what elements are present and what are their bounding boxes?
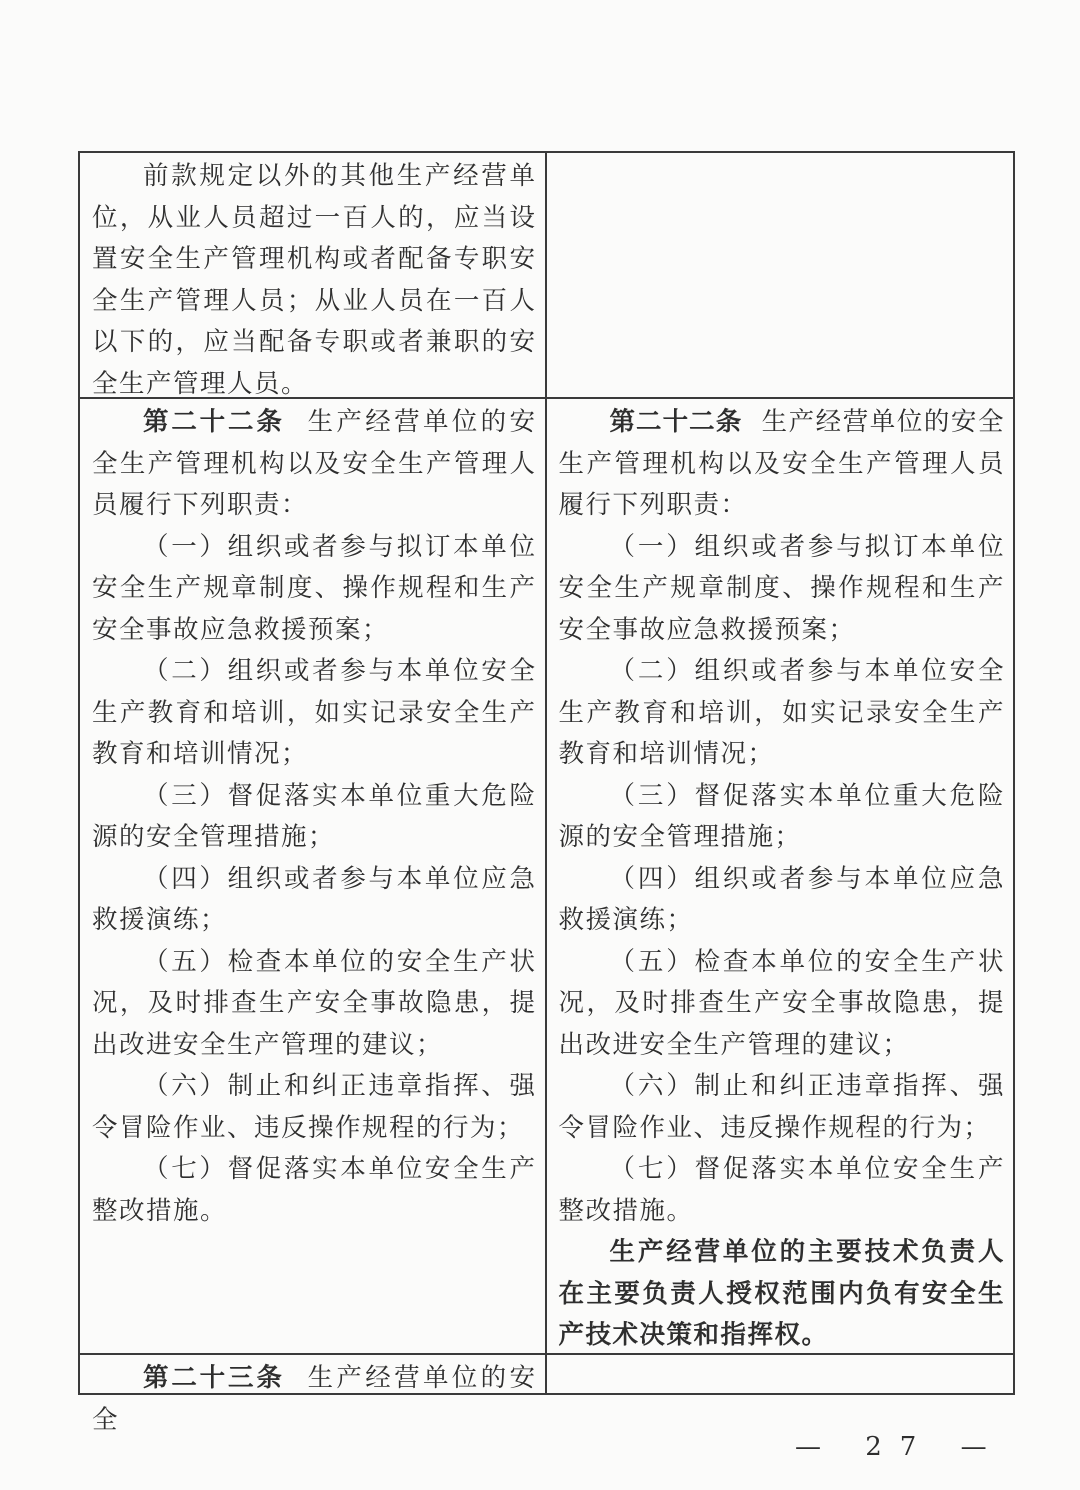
list-item: （七）督促落实本单位安全生产整改措施。 (92, 1154, 537, 1226)
table-row (80, 153, 1013, 397)
table-cell-right (547, 399, 1014, 1353)
list-item: （三）督促落实本单位重大危险源的安全管理措施； (92, 780, 537, 852)
article-intro: 生产经营单位的安全生产管理机构以及安全生产管理人员履行下列职责： (92, 407, 537, 520)
list-item: （六）制止和纠正违章指挥、强令冒险作业、违反操作规程的行为； (558, 1071, 1005, 1143)
page-number: — 27 — (795, 1432, 1005, 1462)
list-item: （六）制止和纠正违章指挥、强令冒险作业、违反操作规程的行为； (92, 1071, 537, 1143)
table-row (80, 397, 1013, 1353)
table-cell-left (80, 399, 547, 1353)
article-paragraph (92, 402, 537, 527)
article-paragraph (92, 1358, 537, 1441)
list-item: （四）组织或者参与本单位应急救援演练； (92, 863, 537, 935)
article-title: 第二十二条 (143, 407, 285, 437)
article-paragraph (559, 402, 1006, 527)
list-item: （三）督促落实本单位重大危险源的安全管理措施； (558, 780, 1005, 852)
list-item: （二）组织或者参与本单位安全生产教育和培训，如实记录安全生产教育和培训情况； (558, 656, 1005, 769)
list-item: （五）检查本单位的安全生产状况，及时排查生产安全事故隐患，提出改进安全生产管理的建议； (92, 946, 537, 1060)
table-cell-left (80, 153, 547, 397)
list-item: （七）督促落实本单位安全生产整改措施。 (558, 1154, 1005, 1226)
added-paragraph: 生产经营单位的主要技术负责人在主要负责人授权范围内负有安全生产技术决策和指挥权。 (558, 1237, 1005, 1350)
list-item: （五）检查本单位的安全生产状况，及时排查生产安全事故隐患，提出改进安全生产管理的建议； (558, 946, 1005, 1060)
comparison-table (78, 151, 1015, 1435)
table-cell-right (547, 1355, 1014, 1393)
table-cell-left (80, 1355, 547, 1435)
list-item: （一）组织或者参与拟订本单位安全生产规章制度、操作规程和生产安全事故应急救援预案； (92, 531, 537, 645)
list-item: （一）组织或者参与拟订本单位安全生产规章制度、操作规程和生产安全事故应急救援预案； (558, 531, 1005, 645)
list-item: （二）组织或者参与本单位安全生产教育和培训，如实记录安全生产教育和培训情况； (92, 656, 537, 769)
table-cell-right (547, 153, 1014, 397)
article-intro: 生产经营单位的安全 (92, 1363, 537, 1435)
paragraph: 前款规定以外的其他生产经营单位，从业人员超过一百人的，应当设置安全生产管理机构或者配备专职安全生产管理人员；从业人员在一百人以下的，应当配备专职或者兼职的安全生产管理人员。 (92, 161, 537, 399)
article-intro: 生产经营单位的安全生产管理机构以及安全生产管理人员履行下列职责： (558, 407, 1005, 520)
list-item: （四）组织或者参与本单位应急救援演练； (558, 863, 1005, 935)
table-row (80, 1353, 1013, 1435)
article-title: 第二十三条 (143, 1363, 285, 1393)
article-title: 第二十二条 (609, 407, 743, 437)
